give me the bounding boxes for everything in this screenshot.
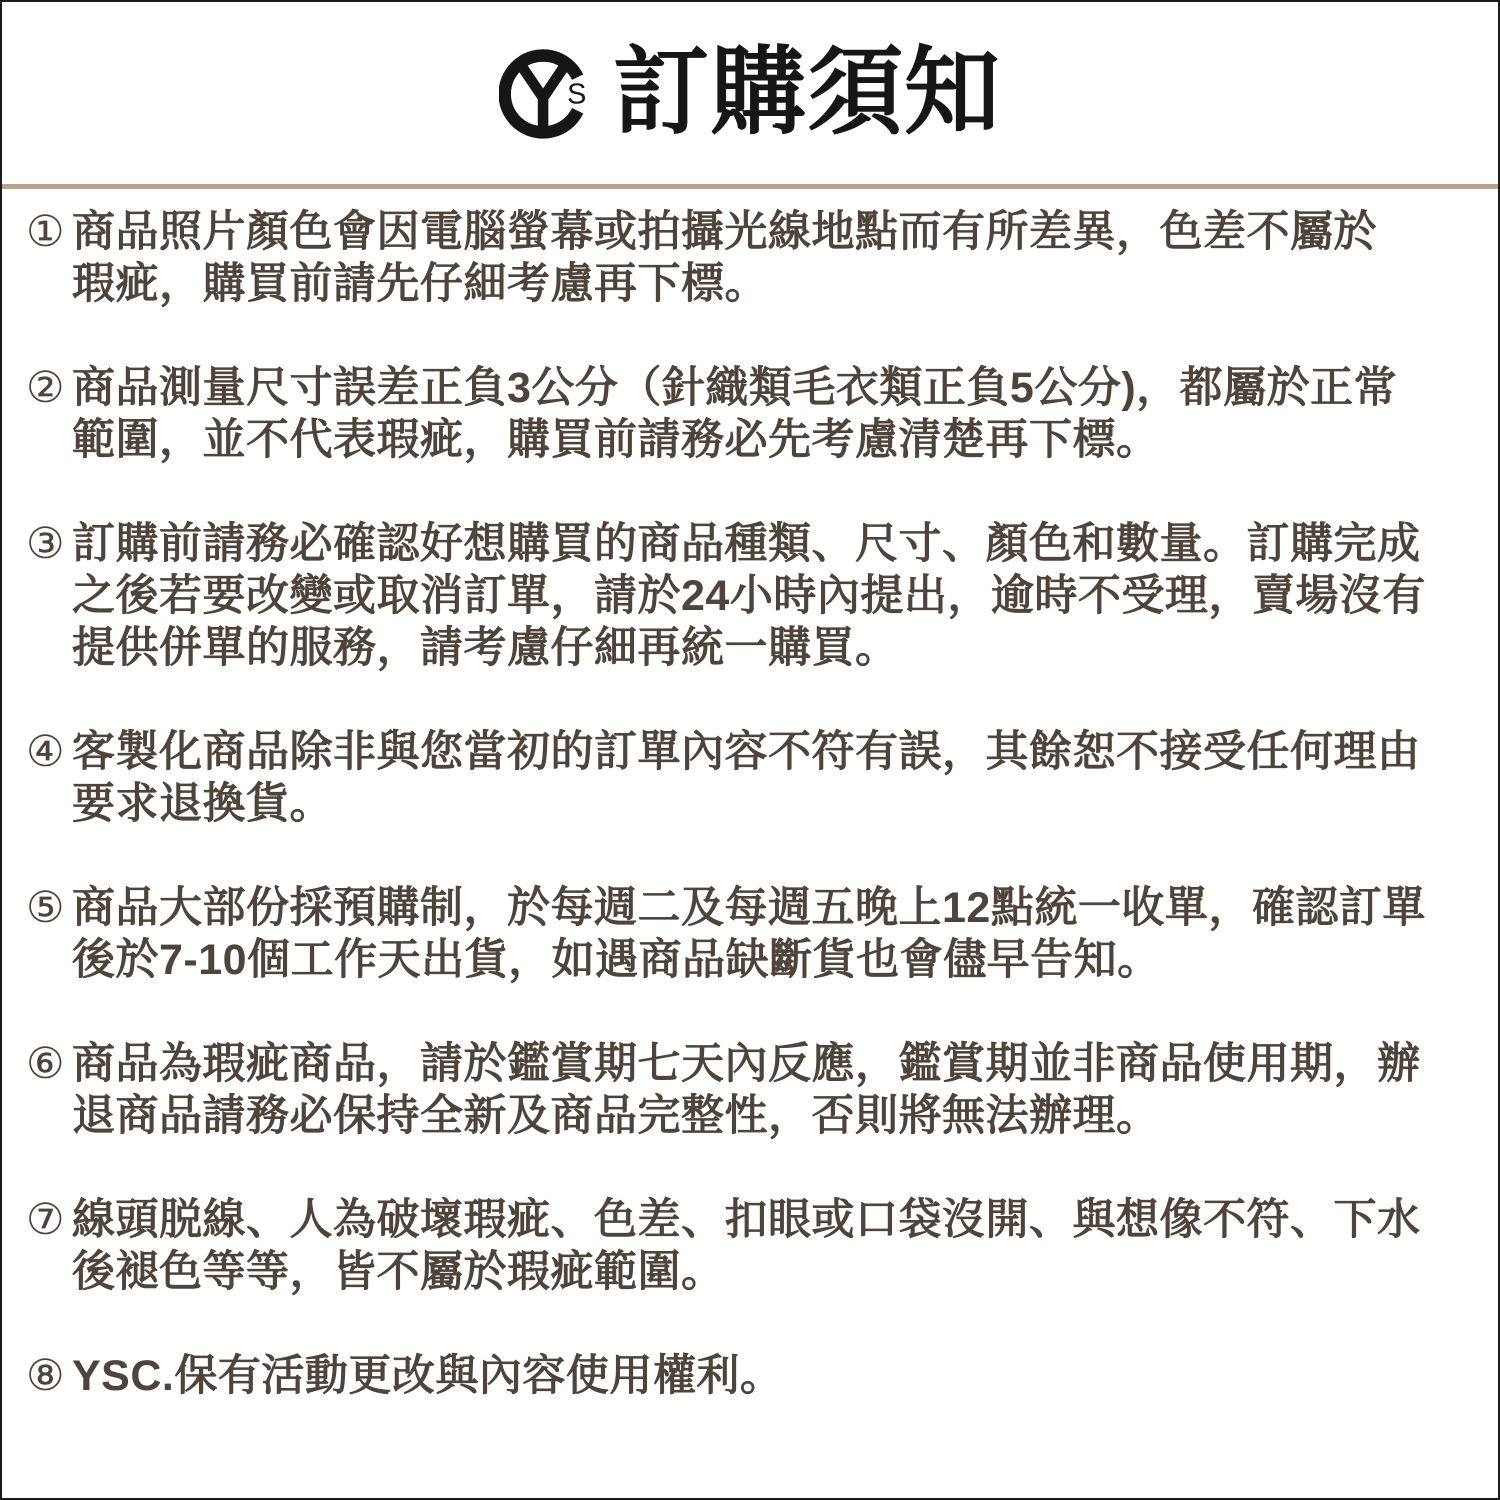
item-text: 客製化商品除非與您當初的訂單內容不符有誤，其餘恕不接受任何理由 要求退換貨。	[72, 728, 1421, 828]
notice-list	[2, 189, 1498, 1402]
notice-item-6	[26, 1038, 1474, 1142]
item-number: ⑦	[26, 1196, 65, 1244]
item-text: 商品為瑕疵商品，請於鑑賞期七天內反應，鑑賞期並非商品使用期，辦 退商品請務必保持全新及商品完整性，否則將無法辦理。	[72, 1040, 1421, 1140]
logo-y-monogram	[521, 65, 565, 129]
item-number: ⑧	[26, 1352, 65, 1400]
brand-logo-cys-icon	[499, 44, 591, 142]
item-number: ①	[26, 208, 65, 256]
notice-item-8	[26, 1350, 1474, 1402]
logo-s-letter: S	[567, 78, 587, 111]
notice-item-4	[26, 726, 1474, 830]
item-text: 商品大部份採預購制，於每週二及每週五晚上12點統一收單，確認訂單 後於7-10個工作天出貨，如遇商品缺斷貨也會儘早告知。	[72, 884, 1426, 984]
notice-item-5	[26, 882, 1474, 986]
item-text: YSC.保有活動更改與內容使用權利。	[72, 1352, 784, 1400]
item-number: ⑥	[26, 1040, 65, 1088]
item-text: 商品照片顏色會因電腦螢幕或拍攝光線地點而有所差異，色差不屬於 瑕疵，購買前請先仔細考慮再下標。	[72, 208, 1377, 308]
item-text: 訂購前請務必確認好想購買的商品種類、尺寸、顏色和數量。訂購完成 之後若要改變或取消訂單，請於24小時內提出，逾時不受理，賣場沒有 提供併單的服務，請考慮仔細再統一購買。	[72, 520, 1426, 672]
notice-item-1	[26, 206, 1474, 310]
item-number: ⑤	[26, 884, 65, 932]
header	[2, 2, 1498, 184]
page-title: 訂購須知	[613, 39, 1001, 146]
item-text: 商品測量尺寸誤差正負3公分（針織類毛衣類正負5公分)，都屬於正常 範圍，並不代表瑕疵，購買前請務必先考慮清楚再下標。	[72, 364, 1398, 464]
item-number: ③	[26, 520, 65, 568]
notice-item-7	[26, 1194, 1474, 1298]
item-number: ②	[26, 364, 65, 412]
notice-item-2	[26, 362, 1474, 466]
item-text: 線頭脱線、人為破壞瑕疵、色差、扣眼或口袋沒開、與想像不符、下水 後褪色等等，皆不屬於瑕疵範圍。	[72, 1196, 1421, 1296]
notice-item-3	[26, 518, 1474, 674]
item-number: ④	[26, 728, 65, 776]
